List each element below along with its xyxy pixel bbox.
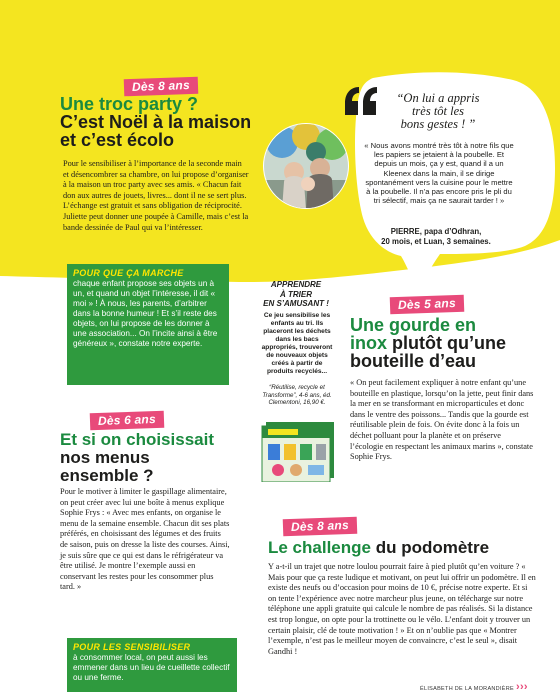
sidebar-title [254,280,338,309]
footer-credit: ÉLISABETH DE LA MORANDIÈRE [420,686,514,692]
age-tag-section4: Dès 8 ans [283,517,357,537]
section4-title [268,538,489,557]
family-photo [262,122,350,210]
game-box-image [260,418,338,482]
section3-title-line1: Et si on choisissait [60,430,214,449]
section1-title-line3: et c’est écolo [60,130,175,150]
section2-title-line1-text: Une gourde en [350,315,477,335]
section3-tip-title: POUR LES SENSIBILISER [73,642,191,652]
section3-title-line3: ensemble ? [60,466,154,485]
sidebar-title-line2: À TRIER [280,289,312,299]
section2-title-line3: bouteille d’eau [350,351,477,371]
age-tag-section2: Dès 5 ans [390,295,464,315]
age-tag-section1: Dès 8 ans [124,77,198,97]
section3-body: Pour le motiver à limiter le gaspillage alimentaire, on peut créer avec lui une boîte à menus explique Sophie Frys : « Avec mes enfants, on organise le menu de la semaine ensemble. Chacun dit ses plats préférés, en choisissant des légumes et des fruits de saison, puis on dresse la liste des courses. Ainsi, je suis sûre que ce qui est dans le réfrigérateur va être utilisé. Je montre l’exemple aussi en conservant les restes pour les consommer plus tard. » [60,487,230,592]
quote-signature-line2: 20 mois, et Luan, 3 semaines. [381,236,491,246]
section2-title-inox: inox [350,333,388,353]
quote-mark-icon [343,85,379,117]
next-page-arrow-icon: ››› [516,681,528,693]
section1-tip-title: POUR QUE ÇA MARCHE [73,268,184,278]
sidebar-text: Ce jeu sensibilise les enfants au tri. Ils placeront les déchets dans les bacs appropriés, trouveront de nouveaux objets créés à partir de produits recyclés... [261,312,333,375]
section4-title-part2: du podomètre [370,538,490,557]
section4-body: Y a-t-il un trajet que notre loulou pourrait faire à pied plutôt qu’en voiture ? « Mais pour que ça reste ludique et motivant, on peut lui offrir un podomètre. Il en existe des neufs ou d’occasion pour moins de 10 €, précise notre experte. Et si on tente l’expérience avec notre marcheur plus jeune, on télécharge sur notre téléphone une appli gratuite qui calcule le nombre de pas réalisés. Si la distance est trop longue, on opte pour la trottinette ou le vélo. L’enfant doit y trouver un certain plaisir, clé de toute motivation ! » Et on n’oublie pas que « Montrer l’exemple, n’est pas le meilleur moyen de convaincre, c’est le seul », disait Gandhi ! [268,562,536,656]
quote-title-line2: très tôt les [411,104,465,118]
section3-title-line2: nos menus [60,448,150,467]
section1-title-line2: C’est Noël à la maison [60,112,252,132]
section1-body: Pour le sensibiliser à l’importance de la seconde main et désencombrer sa chambre, on lui propose d’organiser à la maison un troc party avec ses amis. « Chacun fait don aux autres de jouets, livres... dont il ne se sert plus. L’échange est gratuit et sans obligation de réciprocité. Juliette peut donner une poupée à Camille, mais c’est la bande dessinée de Paul qui va l’intéresser. [63,159,249,232]
quote-text: « Nous avons montré très tôt à notre fils que les papiers se jetaient à la poubelle. Et depuis un mois, ça y est, quand il a un Kleenex dans la main, il se dirige spontanément vers la cuisine pour le mettre à la poubelle. Il n’a pas encore pris le pli du tri sélectif, mais ça ne saurait tarder ! » [364,141,514,206]
section2-title-plutot: plutôt qu’une [387,333,506,353]
section1-tip-box [67,264,229,385]
quote-title-line3: bons gestes ! ” [400,117,476,131]
quote-title-line1: “On lui a appris [396,91,480,105]
section3-tip-box [67,638,237,692]
section4-title-part1: Le challenge [268,538,371,557]
quote-signature-line1: PIERRE, papa d’Odhran, [390,227,482,236]
quote-title [378,92,498,131]
quote-signature [356,227,516,246]
section1-title-line1: Une troc party ? [60,94,199,114]
sidebar-title-line1: APPRENDRE [270,280,322,289]
age-tag-section3: Dès 6 ans [90,411,164,431]
sidebar-title-line3: EN S’AMUSANT ! [263,299,329,308]
section1-tip-text: chaque enfant propose ses objets un à un, et quand un objet l’intéresse, il dit « moi » ! À nous, les parents, d’arbitrer dans la bonne humeur ! Et s’il reste des objets, on lui propose de les donner à une association... On l’incite ainsi à être généreux », constate notre experte. [73,279,218,348]
sidebar-reference: “Réutilise, recycle et Transforme”, 4-6 ans, éd. Clementoni, 16,90 €. [262,384,332,407]
section3-tip-text: à consommer local, on peut aussi les emmener dans un lieu de cueillette collectif ou une ferme. [73,653,230,682]
section2-body: « On peut facilement expliquer à notre enfant qu’une bouteille en plastique, lorsqu’on la jette, peut finir dans la mer en se transformant en microparticules et donc dans le ventre des poissons... Tandis que la gourde est réutilisable plein de fois. On évite donc à la fois un déchet polluant pour la planète et on préserve l’écologie en respectant les animaux marins », constate Sophie Frys. [350,378,534,462]
